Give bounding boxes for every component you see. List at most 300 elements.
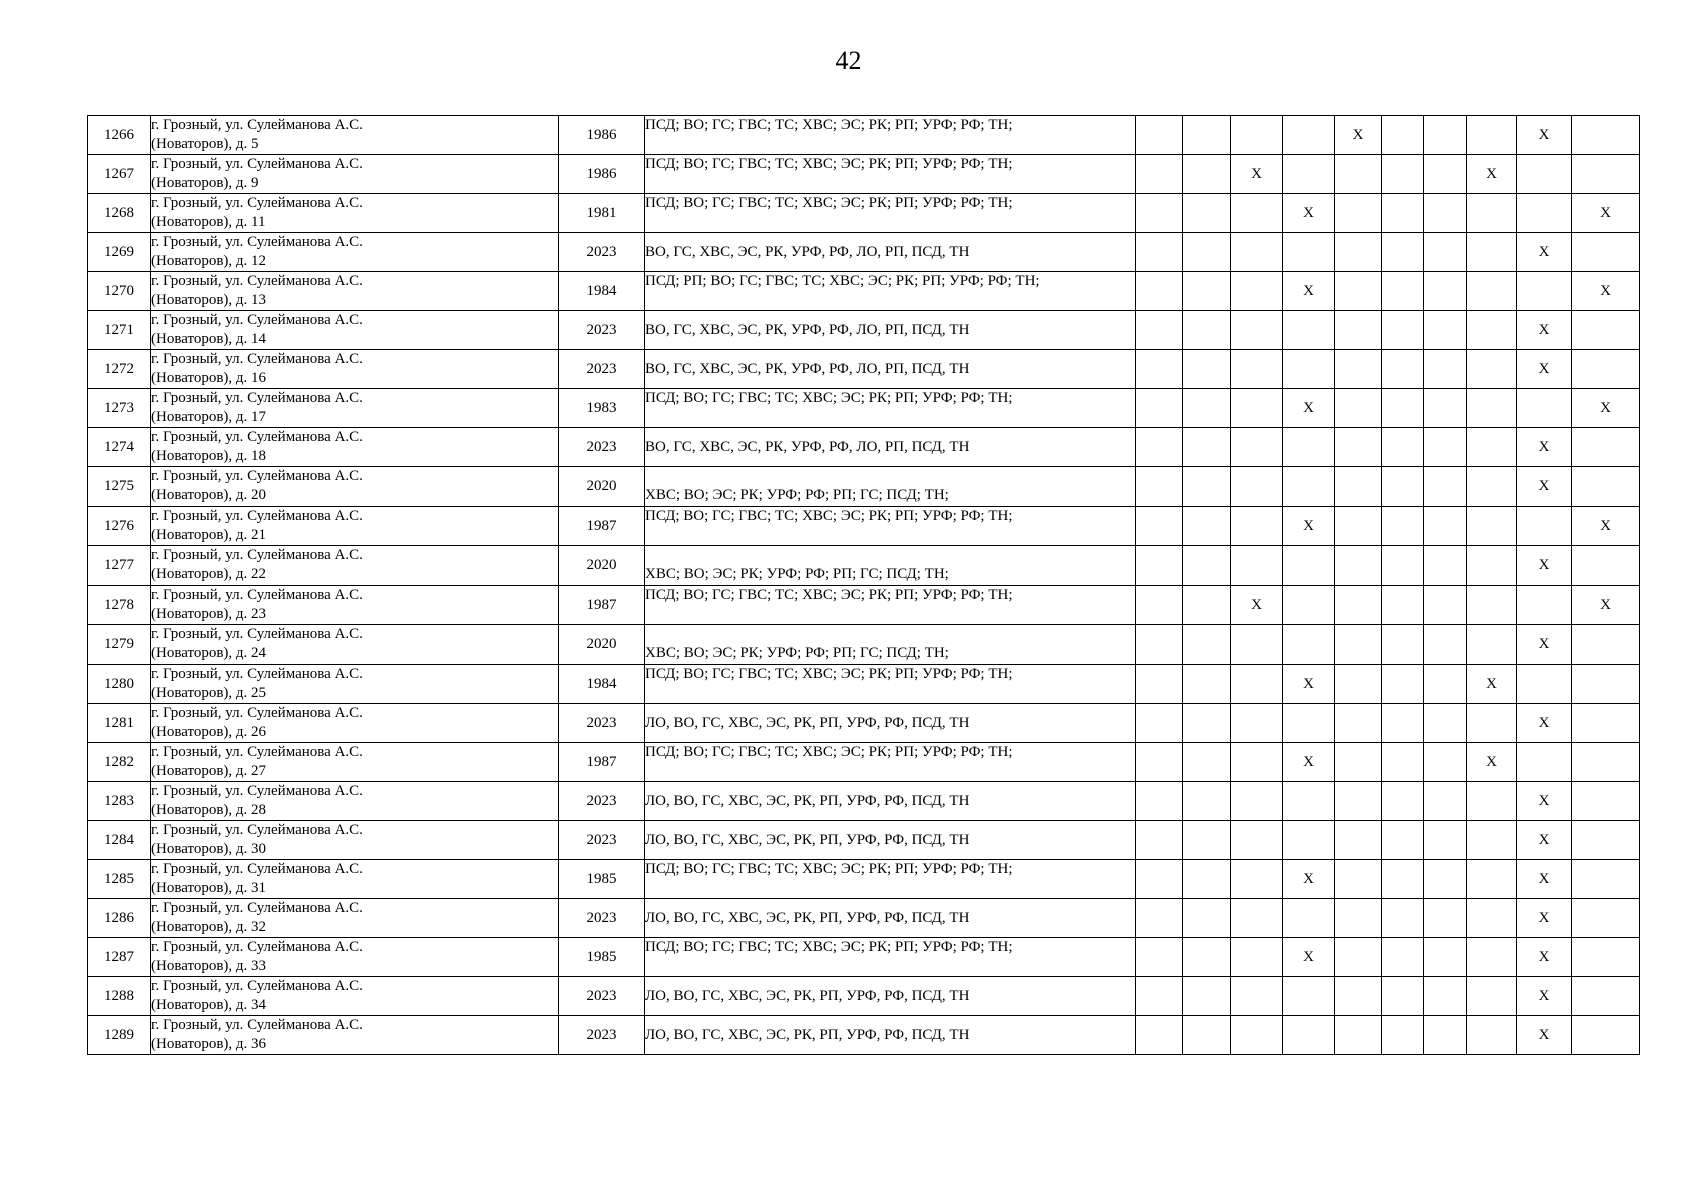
- row-number: 1266: [88, 116, 151, 155]
- works-list: ПСД; ВО; ГС; ГВС; ТС; ХВС; ЭС; РК; РП; УРФ; РФ; ТН;: [645, 860, 1136, 899]
- mark-cell: X: [1283, 665, 1335, 704]
- address-line-2: (Новаторов), д. 32: [151, 919, 267, 935]
- commission-year: 1987: [559, 743, 645, 782]
- row-number: 1268: [88, 194, 151, 233]
- table-row: [88, 155, 1640, 194]
- mark-cell: [1231, 311, 1283, 350]
- mark-cell: [1283, 1016, 1335, 1055]
- address-line-2: (Новаторов), д. 23: [151, 606, 267, 622]
- mark-cell: [1467, 977, 1517, 1016]
- mark-cell: [1183, 116, 1231, 155]
- mark-cell: [1424, 977, 1467, 1016]
- mark-cell: [1183, 625, 1231, 665]
- address-cell: [151, 507, 559, 546]
- mark-cell: [1424, 116, 1467, 155]
- mark-cell: X: [1572, 389, 1640, 428]
- mark-cell: [1382, 546, 1424, 586]
- address-line-2: (Новаторов), д. 31: [151, 880, 267, 896]
- commission-year: 1986: [559, 155, 645, 194]
- mark-cell: [1183, 389, 1231, 428]
- address-cell: [151, 704, 559, 743]
- mark-cell: [1467, 311, 1517, 350]
- address-cell: [151, 116, 559, 155]
- mark-cell: [1183, 977, 1231, 1016]
- address-line-1: г. Грозный, ул. Сулейманова А.С.: [151, 705, 363, 721]
- address-line-1: г. Грозный, ул. Сулейманова А.С.: [151, 508, 363, 524]
- address-line-1: г. Грозный, ул. Сулейманова А.С.: [151, 900, 363, 916]
- commission-year: 1983: [559, 389, 645, 428]
- mark-cell: [1283, 116, 1335, 155]
- address-line-1: г. Грозный, ул. Сулейманова А.С.: [151, 822, 363, 838]
- mark-cell: [1136, 194, 1183, 233]
- address-line-2: (Новаторов), д. 33: [151, 958, 267, 974]
- mark-cell: [1467, 860, 1517, 899]
- mark-cell: [1183, 155, 1231, 194]
- mark-cell: [1424, 272, 1467, 311]
- mark-cell: [1424, 704, 1467, 743]
- mark-cell: [1424, 507, 1467, 546]
- mark-cell: X: [1517, 704, 1572, 743]
- address-line-1: г. Грозный, ул. Сулейманова А.С.: [151, 744, 363, 760]
- row-number: 1286: [88, 899, 151, 938]
- mark-cell: [1183, 938, 1231, 977]
- table-row: [88, 233, 1640, 272]
- mark-cell: [1382, 782, 1424, 821]
- mark-cell: [1335, 665, 1382, 704]
- mark-cell: [1136, 389, 1183, 428]
- mark-cell: [1467, 428, 1517, 467]
- address-line-2: (Новаторов), д. 21: [151, 527, 267, 543]
- mark-cell: [1424, 821, 1467, 860]
- address-line-1: г. Грозный, ул. Сулейманова А.С.: [151, 390, 363, 406]
- commission-year: 2023: [559, 311, 645, 350]
- mark-cell: [1136, 899, 1183, 938]
- mark-cell: [1467, 899, 1517, 938]
- works-list: ПСД; ВО; ГС; ГВС; ТС; ХВС; ЭС; РК; РП; УРФ; РФ; ТН;: [645, 938, 1136, 977]
- mark-cell: [1231, 467, 1283, 507]
- table-row: [88, 116, 1640, 155]
- mark-cell: [1136, 586, 1183, 625]
- mark-cell: [1572, 311, 1640, 350]
- address-line-2: (Новаторов), д. 11: [151, 214, 266, 230]
- address-line-2: (Новаторов), д. 27: [151, 763, 267, 779]
- mark-cell: X: [1572, 194, 1640, 233]
- mark-cell: [1335, 311, 1382, 350]
- address-line-1: г. Грозный, ул. Сулейманова А.С.: [151, 195, 363, 211]
- mark-cell: [1335, 938, 1382, 977]
- row-number: 1269: [88, 233, 151, 272]
- commission-year: 1985: [559, 860, 645, 899]
- address-line-2: (Новаторов), д. 24: [151, 645, 267, 661]
- mark-cell: [1283, 782, 1335, 821]
- mark-cell: [1572, 546, 1640, 586]
- mark-cell: [1382, 155, 1424, 194]
- mark-cell: [1572, 428, 1640, 467]
- address-cell: [151, 233, 559, 272]
- mark-cell: [1382, 977, 1424, 1016]
- mark-cell: [1231, 350, 1283, 389]
- mark-cell: [1283, 625, 1335, 665]
- table-row: [88, 860, 1640, 899]
- mark-cell: [1231, 860, 1283, 899]
- mark-cell: [1183, 782, 1231, 821]
- mark-cell: [1283, 899, 1335, 938]
- mark-cell: [1424, 1016, 1467, 1055]
- mark-cell: [1424, 350, 1467, 389]
- row-number: 1281: [88, 704, 151, 743]
- mark-cell: [1572, 938, 1640, 977]
- mark-cell: [1183, 350, 1231, 389]
- mark-cell: [1136, 116, 1183, 155]
- mark-cell: [1517, 272, 1572, 311]
- mark-cell: [1424, 665, 1467, 704]
- address-cell: [151, 155, 559, 194]
- mark-cell: [1183, 665, 1231, 704]
- row-number: 1267: [88, 155, 151, 194]
- commission-year: 1984: [559, 665, 645, 704]
- mark-cell: [1231, 665, 1283, 704]
- mark-cell: [1382, 704, 1424, 743]
- mark-cell: [1231, 821, 1283, 860]
- mark-cell: [1572, 743, 1640, 782]
- address-line-1: г. Грозный, ул. Сулейманова А.С.: [151, 783, 363, 799]
- works-list: ПСД; РП; ВО; ГС; ГВС; ТС; ХВС; ЭС; РК; РП; УРФ; РФ; ТН;: [645, 272, 1136, 311]
- mark-cell: [1183, 860, 1231, 899]
- address-cell: [151, 743, 559, 782]
- mark-cell: X: [1283, 743, 1335, 782]
- mark-cell: X: [1517, 625, 1572, 665]
- mark-cell: [1335, 899, 1382, 938]
- row-number: 1273: [88, 389, 151, 428]
- row-number: 1289: [88, 1016, 151, 1055]
- mark-cell: [1517, 507, 1572, 546]
- mark-cell: [1183, 311, 1231, 350]
- mark-cell: [1424, 194, 1467, 233]
- row-number: 1270: [88, 272, 151, 311]
- address-line-1: г. Грозный, ул. Сулейманова А.С.: [151, 939, 363, 955]
- table-row: [88, 311, 1640, 350]
- table-row: [88, 938, 1640, 977]
- table-row: [88, 625, 1640, 665]
- mark-cell: X: [1517, 782, 1572, 821]
- table-row: [88, 467, 1640, 507]
- mark-cell: [1572, 704, 1640, 743]
- mark-cell: [1283, 821, 1335, 860]
- address-cell: [151, 311, 559, 350]
- mark-cell: [1382, 467, 1424, 507]
- address-line-2: (Новаторов), д. 12: [151, 253, 267, 269]
- mark-cell: [1231, 546, 1283, 586]
- mark-cell: [1136, 311, 1183, 350]
- works-list: ПСД; ВО; ГС; ГВС; ТС; ХВС; ЭС; РК; РП; УРФ; РФ; ТН;: [645, 586, 1136, 625]
- address-cell: [151, 860, 559, 899]
- mark-cell: [1283, 350, 1335, 389]
- address-line-2: (Новаторов), д. 36: [151, 1036, 267, 1052]
- mark-cell: [1382, 350, 1424, 389]
- address-cell: [151, 428, 559, 467]
- mark-cell: [1467, 704, 1517, 743]
- mark-cell: X: [1517, 116, 1572, 155]
- address-line-2: (Новаторов), д. 25: [151, 685, 267, 701]
- mark-cell: [1424, 311, 1467, 350]
- table-row: [88, 428, 1640, 467]
- mark-cell: [1231, 116, 1283, 155]
- works-list: ВО, ГС, ХВС, ЭС, РК, УРФ, РФ, ЛО, РП, ПСД, ТН: [645, 311, 1136, 350]
- works-list: ЛО, ВО, ГС, ХВС, ЭС, РК, РП, УРФ, РФ, ПСД, ТН: [645, 899, 1136, 938]
- works-list: ЛО, ВО, ГС, ХВС, ЭС, РК, РП, УРФ, РФ, ПСД, ТН: [645, 782, 1136, 821]
- mark-cell: [1572, 155, 1640, 194]
- mark-cell: [1467, 586, 1517, 625]
- row-number: 1284: [88, 821, 151, 860]
- works-list: ВО, ГС, ХВС, ЭС, РК, УРФ, РФ, ЛО, РП, ПСД, ТН: [645, 428, 1136, 467]
- table-row: [88, 821, 1640, 860]
- mark-cell: [1335, 586, 1382, 625]
- mark-cell: [1136, 507, 1183, 546]
- commission-year: 2023: [559, 1016, 645, 1055]
- mark-cell: [1183, 428, 1231, 467]
- commission-year: 1986: [559, 116, 645, 155]
- mark-cell: [1183, 272, 1231, 311]
- works-list: ВО, ГС, ХВС, ЭС, РК, УРФ, РФ, ЛО, РП, ПСД, ТН: [645, 233, 1136, 272]
- commission-year: 2023: [559, 233, 645, 272]
- mark-cell: X: [1517, 938, 1572, 977]
- commission-year: 2023: [559, 704, 645, 743]
- mark-cell: [1283, 586, 1335, 625]
- works-list: ЛО, ВО, ГС, ХВС, ЭС, РК, РП, УРФ, РФ, ПСД, ТН: [645, 704, 1136, 743]
- address-line-2: (Новаторов), д. 26: [151, 724, 267, 740]
- mark-cell: [1335, 977, 1382, 1016]
- mark-cell: [1467, 938, 1517, 977]
- address-cell: [151, 1016, 559, 1055]
- mark-cell: [1517, 665, 1572, 704]
- address-line-2: (Новаторов), д. 18: [151, 448, 267, 464]
- table-row: [88, 1016, 1640, 1055]
- mark-cell: [1382, 625, 1424, 665]
- mark-cell: X: [1467, 665, 1517, 704]
- address-cell: [151, 977, 559, 1016]
- mark-cell: [1572, 977, 1640, 1016]
- mark-cell: [1382, 860, 1424, 899]
- mark-cell: X: [1283, 507, 1335, 546]
- table-row: [88, 899, 1640, 938]
- commission-year: 1987: [559, 507, 645, 546]
- mark-cell: [1136, 782, 1183, 821]
- mark-cell: [1424, 389, 1467, 428]
- row-number: 1288: [88, 977, 151, 1016]
- address-line-1: г. Грозный, ул. Сулейманова А.С.: [151, 156, 363, 172]
- mark-cell: [1572, 899, 1640, 938]
- mark-cell: [1382, 665, 1424, 704]
- mark-cell: [1335, 860, 1382, 899]
- mark-cell: [1517, 743, 1572, 782]
- mark-cell: X: [1517, 233, 1572, 272]
- address-cell: [151, 586, 559, 625]
- table-row: [88, 665, 1640, 704]
- address-cell: [151, 467, 559, 507]
- address-cell: [151, 194, 559, 233]
- mark-cell: X: [1283, 938, 1335, 977]
- housing-registry-table: [87, 115, 1640, 1055]
- address-cell: [151, 821, 559, 860]
- address-cell: [151, 625, 559, 665]
- commission-year: 2023: [559, 821, 645, 860]
- address-line-2: (Новаторов), д. 28: [151, 802, 267, 818]
- mark-cell: [1136, 665, 1183, 704]
- mark-cell: [1382, 1016, 1424, 1055]
- table-row: [88, 272, 1640, 311]
- mark-cell: [1283, 977, 1335, 1016]
- page-number: 42: [835, 46, 862, 75]
- mark-cell: X: [1517, 467, 1572, 507]
- mark-cell: [1231, 782, 1283, 821]
- address-line-2: (Новаторов), д. 17: [151, 409, 267, 425]
- mark-cell: [1231, 194, 1283, 233]
- mark-cell: [1283, 428, 1335, 467]
- row-number: 1283: [88, 782, 151, 821]
- mark-cell: [1231, 704, 1283, 743]
- mark-cell: [1183, 586, 1231, 625]
- mark-cell: X: [1517, 311, 1572, 350]
- mark-cell: X: [1517, 428, 1572, 467]
- mark-cell: [1231, 507, 1283, 546]
- mark-cell: [1183, 821, 1231, 860]
- address-line-1: г. Грозный, ул. Сулейманова А.С.: [151, 666, 363, 682]
- works-list: ПСД; ВО; ГС; ГВС; ТС; ХВС; ЭС; РК; РП; УРФ; РФ; ТН;: [645, 389, 1136, 428]
- row-number: 1276: [88, 507, 151, 546]
- mark-cell: [1183, 507, 1231, 546]
- address-line-2: (Новаторов), д. 5: [151, 136, 259, 152]
- mark-cell: X: [1283, 194, 1335, 233]
- mark-cell: [1382, 272, 1424, 311]
- mark-cell: [1335, 782, 1382, 821]
- address-line-1: г. Грозный, ул. Сулейманова А.С.: [151, 429, 363, 445]
- mark-cell: [1335, 704, 1382, 743]
- mark-cell: [1283, 233, 1335, 272]
- mark-cell: [1572, 665, 1640, 704]
- mark-cell: [1231, 428, 1283, 467]
- mark-cell: [1382, 116, 1424, 155]
- mark-cell: [1572, 860, 1640, 899]
- address-line-1: г. Грозный, ул. Сулейманова А.С.: [151, 312, 363, 328]
- mark-cell: X: [1517, 350, 1572, 389]
- works-list: ПСД; ВО; ГС; ГВС; ТС; ХВС; ЭС; РК; РП; УРФ; РФ; ТН;: [645, 194, 1136, 233]
- mark-cell: [1424, 938, 1467, 977]
- works-list: ХВС; ВО; ЭС; РК; УРФ; РФ; РП; ГС; ПСД; ТН;: [645, 546, 1136, 586]
- mark-cell: [1136, 272, 1183, 311]
- mark-cell: [1183, 233, 1231, 272]
- mark-cell: X: [1517, 899, 1572, 938]
- works-list: ПСД; ВО; ГС; ГВС; ТС; ХВС; ЭС; РК; РП; УРФ; РФ; ТН;: [645, 507, 1136, 546]
- mark-cell: [1136, 233, 1183, 272]
- commission-year: 2020: [559, 467, 645, 507]
- mark-cell: [1335, 272, 1382, 311]
- mark-cell: [1467, 233, 1517, 272]
- address-cell: [151, 350, 559, 389]
- table-row: [88, 389, 1640, 428]
- address-line-2: (Новаторов), д. 9: [151, 175, 259, 191]
- mark-cell: [1572, 350, 1640, 389]
- mark-cell: [1183, 704, 1231, 743]
- mark-cell: [1335, 155, 1382, 194]
- mark-cell: [1382, 389, 1424, 428]
- mark-cell: X: [1283, 272, 1335, 311]
- mark-cell: [1283, 155, 1335, 194]
- address-cell: [151, 938, 559, 977]
- mark-cell: X: [1283, 389, 1335, 428]
- row-number: 1278: [88, 586, 151, 625]
- address-line-1: г. Грозный, ул. Сулейманова А.С.: [151, 468, 363, 484]
- address-cell: [151, 899, 559, 938]
- works-list: ЛО, ВО, ГС, ХВС, ЭС, РК, РП, УРФ, РФ, ПСД, ТН: [645, 977, 1136, 1016]
- address-line-1: г. Грозный, ул. Сулейманова А.С.: [151, 547, 363, 563]
- row-number: 1274: [88, 428, 151, 467]
- address-line-2: (Новаторов), д. 20: [151, 487, 267, 503]
- works-list: ЛО, ВО, ГС, ХВС, ЭС, РК, РП, УРФ, РФ, ПСД, ТН: [645, 821, 1136, 860]
- mark-cell: X: [1572, 272, 1640, 311]
- table-row: [88, 743, 1640, 782]
- mark-cell: [1136, 821, 1183, 860]
- mark-cell: [1467, 821, 1517, 860]
- mark-cell: [1467, 272, 1517, 311]
- mark-cell: [1424, 586, 1467, 625]
- commission-year: 2020: [559, 625, 645, 665]
- address-line-2: (Новаторов), д. 30: [151, 841, 267, 857]
- address-line-2: (Новаторов), д. 22: [151, 566, 267, 582]
- table-row: [88, 586, 1640, 625]
- mark-cell: [1335, 428, 1382, 467]
- mark-cell: [1467, 1016, 1517, 1055]
- commission-year: 2023: [559, 782, 645, 821]
- mark-cell: [1517, 194, 1572, 233]
- mark-cell: [1382, 194, 1424, 233]
- mark-cell: [1424, 428, 1467, 467]
- row-number: 1275: [88, 467, 151, 507]
- table-row: [88, 507, 1640, 546]
- mark-cell: [1136, 467, 1183, 507]
- mark-cell: [1517, 586, 1572, 625]
- mark-cell: [1424, 546, 1467, 586]
- row-number: 1287: [88, 938, 151, 977]
- mark-cell: [1335, 743, 1382, 782]
- table-row: [88, 704, 1640, 743]
- mark-cell: [1382, 507, 1424, 546]
- mark-cell: X: [1517, 860, 1572, 899]
- mark-cell: [1183, 467, 1231, 507]
- mark-cell: [1382, 899, 1424, 938]
- commission-year: 1985: [559, 938, 645, 977]
- works-list: ПСД; ВО; ГС; ГВС; ТС; ХВС; ЭС; РК; РП; УРФ; РФ; ТН;: [645, 155, 1136, 194]
- mark-cell: [1136, 350, 1183, 389]
- mark-cell: [1231, 938, 1283, 977]
- table-row: [88, 194, 1640, 233]
- works-list: ВО, ГС, ХВС, ЭС, РК, УРФ, РФ, ЛО, РП, ПСД, ТН: [645, 350, 1136, 389]
- works-list: ХВС; ВО; ЭС; РК; УРФ; РФ; РП; ГС; ПСД; ТН;: [645, 625, 1136, 665]
- mark-cell: [1467, 116, 1517, 155]
- mark-cell: [1136, 743, 1183, 782]
- mark-cell: [1572, 625, 1640, 665]
- mark-cell: [1136, 428, 1183, 467]
- mark-cell: X: [1517, 821, 1572, 860]
- address-cell: [151, 546, 559, 586]
- mark-cell: [1136, 977, 1183, 1016]
- mark-cell: [1231, 899, 1283, 938]
- mark-cell: [1335, 625, 1382, 665]
- commission-year: 2023: [559, 977, 645, 1016]
- table-row: [88, 350, 1640, 389]
- address-line-2: (Новаторов), д. 34: [151, 997, 267, 1013]
- mark-cell: [1183, 194, 1231, 233]
- works-list: ПСД; ВО; ГС; ГВС; ТС; ХВС; ЭС; РК; РП; УРФ; РФ; ТН;: [645, 743, 1136, 782]
